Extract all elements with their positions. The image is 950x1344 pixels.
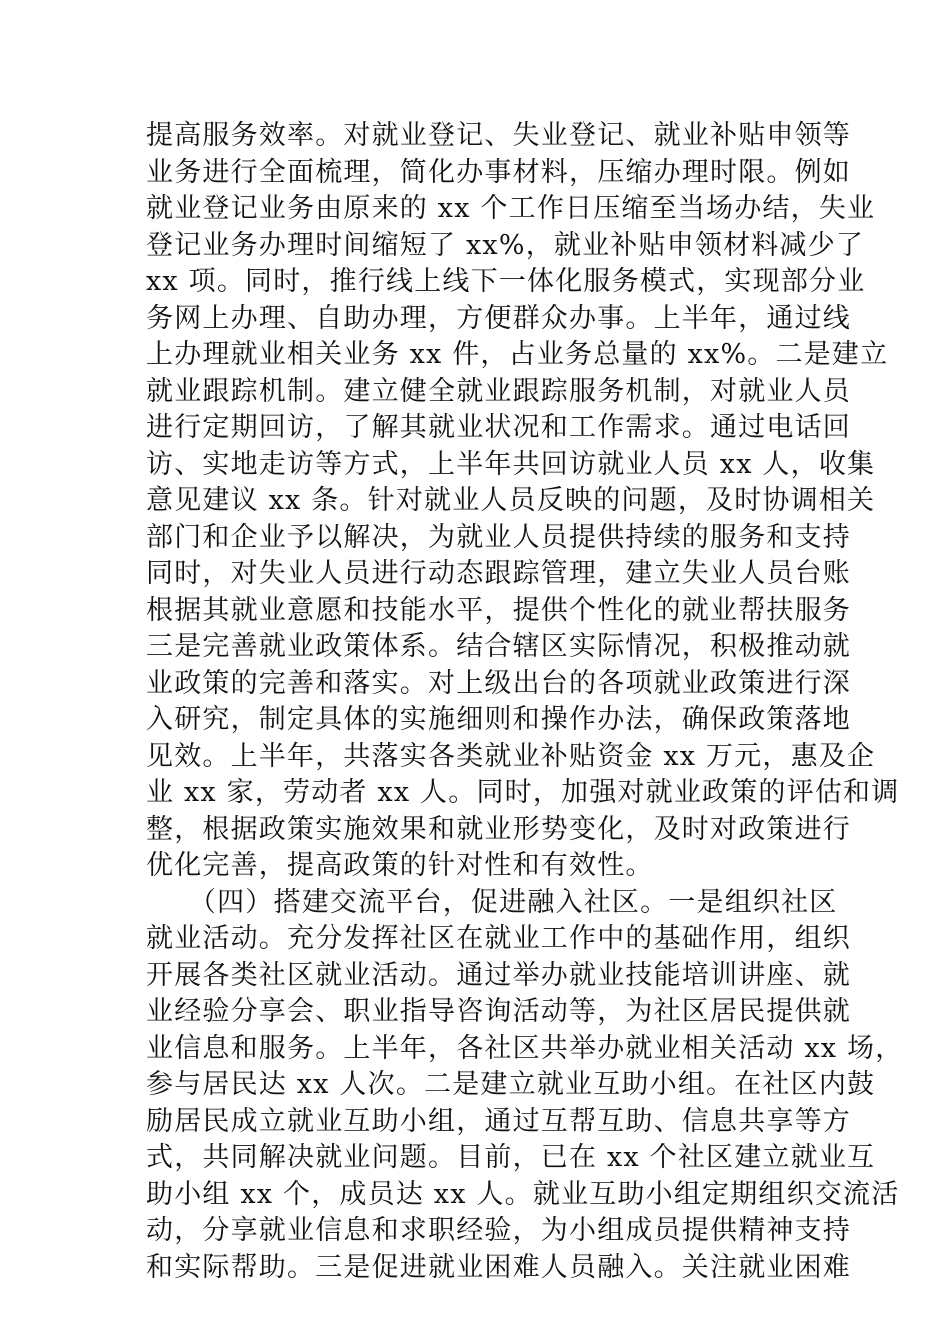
text-line: 意见建议 xx 条。针对就业人员反映的问题，及时协调相关	[146, 485, 876, 516]
text-line: 就业活动。充分发挥社区在就业工作中的基础作用，组织	[146, 923, 851, 954]
text-line: 三是完善就业政策体系。结合辖区实际情况，积极推动就	[146, 631, 851, 662]
text-line: 和实际帮助。三是促进就业困难人员融入。关注就业困难	[146, 1251, 851, 1283]
text-line: 入研究，制定具体的实施细则和操作办法，确保政策落地	[146, 704, 851, 735]
text-line: 根据其就业意愿和技能水平，提供个性化的就业帮扶服务	[146, 594, 851, 626]
text-line: 提高服务效率。对就业登记、失业登记、就业补贴申领等	[146, 120, 851, 151]
text-line: 访、实地走访等方式，上半年共回访就业人员 xx 人，收集	[146, 448, 876, 480]
text-line: xx 项。同时，推行线上线下一体化服务模式，实现部分业	[146, 266, 866, 297]
text-line: 业政策的完善和落实。对上级出台的各项就业政策进行深	[146, 667, 851, 699]
text-line: 登记业务办理时间缩短了 xx%，就业补贴申领材料减少了	[146, 229, 865, 261]
text-line: 同时，对失业人员进行动态跟踪管理，建立失业人员台账	[146, 558, 851, 589]
text-line: 开展各类社区就业活动。通过举办就业技能培训讲座、就	[146, 959, 851, 991]
text-line: 就业跟踪机制。建立健全就业跟踪服务机制，对就业人员	[146, 375, 851, 407]
text-line: 上办理就业相关业务 xx 件，占业务总量的 xx%。二是建立	[146, 339, 889, 370]
text-line: 业经验分享会、职业指导咨询活动等，为社区居民提供就	[146, 996, 851, 1027]
text-line: 式，共同解决就业问题。目前，已在 xx 个社区建立就业互	[146, 1142, 876, 1173]
text-line: 业信息和服务。上半年，各社区共举办就业相关活动 xx 场，	[146, 1032, 904, 1064]
text-line: 进行定期回访，了解其就业状况和工作需求。通过电话回	[146, 412, 851, 443]
text-line: 业务进行全面梳理，简化办事材料，压缩办理时限。例如	[146, 156, 851, 188]
text-line: 见效。上半年，共落实各类就业补贴资金 xx 万元，惠及企	[146, 740, 876, 772]
section-heading-line: （四）搭建交流平台，促进融入社区。一是组织社区	[146, 886, 838, 918]
body-text	[146, 118, 904, 1286]
text-line: 业 xx 家，劳动者 xx 人。同时，加强对就业政策的评估和调	[146, 777, 900, 808]
text-line: 励居民成立就业互助小组，通过互帮互助、信息共享等方	[146, 1105, 851, 1137]
text-line: 整，根据政策实施效果和就业形势变化，及时对政策进行	[146, 813, 851, 845]
text-line: 参与居民达 xx 人次。二是建立就业互助小组。在社区内鼓	[146, 1069, 876, 1100]
text-line: 动，分享就业信息和求职经验，为小组成员提供精神支持	[146, 1215, 851, 1246]
text-line: 务网上办理、自助办理，方便群众办事。上半年，通过线	[146, 302, 851, 334]
text-line: 助小组 xx 个，成员达 xx 人。就业互助小组定期组织交流活	[146, 1178, 900, 1210]
text-line: 就业登记业务由原来的 xx 个工作日压缩至当场办结，失业	[146, 193, 876, 224]
text-line: 部门和企业予以解决，为就业人员提供持续的服务和支持	[146, 521, 851, 553]
text-line: 优化完善，提高政策的针对性和有效性。	[146, 850, 654, 881]
